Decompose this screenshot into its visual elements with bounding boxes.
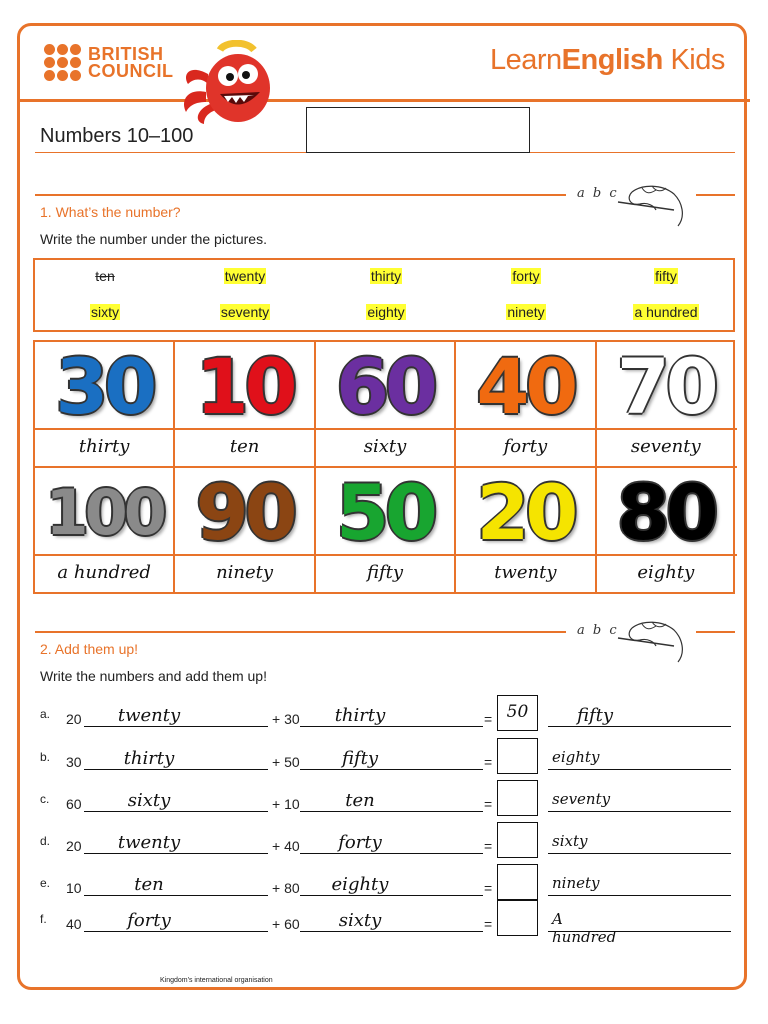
sum-word-answer[interactable]: ninety (552, 874, 600, 892)
question-letter: f. (40, 912, 47, 926)
section2-rule-right (696, 631, 735, 633)
answer-cell[interactable] (175, 556, 315, 594)
sum-word-line (548, 726, 731, 727)
number-picture-cell (175, 342, 315, 430)
second-word-answer[interactable]: sixty (338, 910, 382, 931)
number-picture-cell (175, 468, 315, 556)
sum-word-line (548, 853, 731, 854)
header-divider (17, 99, 750, 102)
first-word-line (84, 895, 268, 896)
number-picture-cell (35, 468, 175, 556)
dots-icon (44, 44, 81, 81)
number-picture: 90 (195, 468, 294, 557)
plus-operand: + 10 (272, 796, 300, 812)
first-word-line (84, 853, 268, 854)
word-bank-item: eighty (367, 304, 405, 320)
handwritten-answer: seventy (630, 436, 701, 457)
equals-sign: = (484, 838, 493, 854)
number-picture: 70 (616, 342, 715, 431)
plus-operand: + 40 (272, 838, 300, 854)
number-picture-cell (456, 342, 596, 430)
learnenglish-kids-logo (490, 44, 725, 77)
sum-word-answer[interactable]: seventy (552, 790, 611, 808)
first-word-answer[interactable]: twenty (117, 705, 181, 726)
first-word-answer[interactable]: sixty (127, 790, 171, 811)
handwritten-answer: twenty (494, 562, 557, 583)
second-word-line (300, 769, 483, 770)
number-picture: 60 (336, 342, 434, 431)
second-word-line (300, 931, 483, 932)
first-word-line (84, 811, 268, 812)
answer-box[interactable] (497, 738, 538, 774)
word-bank-item: fifty (655, 268, 677, 284)
question-letter: b. (40, 750, 51, 764)
second-word-answer[interactable]: fifty (341, 748, 379, 769)
first-word-line (84, 931, 268, 932)
page-title: Numbers 10–100 (40, 125, 194, 147)
answer-cell[interactable] (316, 430, 456, 468)
sum-word-answer[interactable]: eighty (552, 748, 600, 766)
number-picture: 80 (616, 468, 715, 557)
word-bank-item: ten (95, 268, 115, 284)
handwritten-answer: ten (229, 436, 260, 457)
first-number: 30 (66, 754, 82, 770)
section1-rule-right (696, 194, 735, 196)
handwritten-answer: thirty (78, 436, 130, 457)
question-letter: a. (40, 707, 51, 721)
second-word-line (300, 811, 483, 812)
word-bank-item: thirty (370, 268, 402, 284)
number-grid (33, 340, 735, 594)
answer-cell[interactable] (175, 430, 315, 468)
answer-cell[interactable] (597, 430, 737, 468)
sum-word-answer[interactable]: fifty (576, 705, 614, 726)
handwritten-answer: eighty (637, 562, 695, 583)
sum-word-line (548, 895, 731, 896)
equals-sign: = (484, 880, 493, 896)
word-bank-item: ninety (507, 304, 545, 320)
equals-sign: = (484, 916, 493, 932)
question-letter: e. (40, 876, 51, 890)
british-council-logo (44, 44, 174, 81)
lek-kids: Kids (662, 44, 725, 76)
question-letter: d. (40, 834, 51, 848)
sum-word-answer[interactable]: A hundred (552, 910, 617, 946)
second-word-line (300, 853, 483, 854)
first-word-answer[interactable]: twenty (117, 832, 181, 853)
section1-abc: a b c (577, 186, 619, 201)
sum-word-line (548, 811, 731, 812)
answer-box[interactable]: 50 (497, 695, 538, 731)
sum-word-line (548, 769, 731, 770)
number-picture: 30 (55, 342, 154, 431)
answer-cell[interactable] (35, 556, 175, 594)
number-picture-cell (456, 468, 596, 556)
word-bank-item: twenty (224, 268, 266, 284)
number-picture-cell (316, 342, 456, 430)
answer-cell[interactable] (456, 556, 596, 594)
footer-text: Kingdom's international organisation (160, 977, 273, 984)
number-picture: 10 (195, 342, 294, 431)
number-picture-cell (316, 468, 456, 556)
first-number: 60 (66, 796, 82, 812)
number-picture-cell (35, 342, 175, 430)
section2-instruction: Write the numbers and add them up! (40, 668, 267, 684)
name-box[interactable] (306, 107, 530, 153)
word-bank-item: a hundred (634, 304, 698, 320)
second-word-answer[interactable]: eighty (331, 874, 389, 895)
first-word-line (84, 769, 268, 770)
equals-sign: = (484, 711, 493, 727)
number-picture-cell (597, 468, 737, 556)
sum-word-answer[interactable]: sixty (552, 832, 588, 850)
answer-cell[interactable] (456, 430, 596, 468)
second-word-line (300, 895, 483, 896)
writing-hand-icon (612, 180, 692, 232)
handwritten-answer: a hundred (57, 562, 151, 583)
section2-rule-left (35, 631, 566, 633)
answer-box[interactable] (497, 780, 538, 816)
plus-operand: + 60 (272, 916, 300, 932)
monster-mascot-icon (176, 40, 280, 126)
writing-hand-icon (612, 616, 692, 668)
number-picture: 40 (476, 342, 575, 431)
plus-operand: + 80 (272, 880, 300, 896)
handwritten-answer: sixty (363, 436, 407, 457)
word-bank-item: sixty (91, 304, 119, 320)
handwritten-answer: ninety (216, 562, 274, 583)
second-word-answer[interactable]: thirty (334, 705, 386, 726)
answer-cell[interactable] (35, 430, 175, 468)
first-word-answer[interactable]: ten (134, 874, 164, 895)
first-number: 20 (66, 838, 82, 854)
section1-rule-left (35, 194, 566, 196)
plus-operand: + 50 (272, 754, 300, 770)
equals-sign: = (484, 796, 493, 812)
section2-abc: a b c (577, 623, 619, 638)
first-number: 40 (66, 916, 82, 932)
question-letter: c. (40, 792, 50, 806)
word-bank-item: forty (512, 268, 540, 284)
number-picture-cell (597, 342, 737, 430)
bc-line2: COUNCIL (88, 60, 174, 81)
section2-heading: 2. Add them up! (40, 641, 139, 657)
first-word-answer[interactable]: forty (127, 910, 171, 931)
number-picture: 100 (45, 476, 163, 549)
first-word-answer[interactable]: thirty (123, 748, 175, 769)
handwritten-answer: forty (503, 436, 548, 457)
second-word-answer[interactable]: ten (345, 790, 375, 811)
number-picture: 50 (336, 468, 434, 557)
first-word-line (84, 726, 268, 727)
first-number: 10 (66, 880, 82, 896)
plus-operand: + 30 (272, 711, 300, 727)
first-number: 20 (66, 711, 82, 727)
answer-box[interactable] (497, 900, 538, 936)
lek-learn: Learn (490, 44, 562, 76)
handwritten-answer: fifty (366, 562, 404, 583)
word-bank (33, 258, 735, 332)
lek-english: English (561, 44, 663, 76)
answer-cell[interactable] (316, 556, 456, 594)
word-bank-item: seventy (220, 304, 270, 320)
bc-line1: BRITISH (88, 43, 164, 64)
equals-sign: = (484, 754, 493, 770)
answer-box[interactable] (497, 822, 538, 858)
number-picture: 20 (476, 468, 575, 557)
answer-box[interactable] (497, 864, 538, 900)
section1-instruction: Write the number under the pictures. (40, 231, 267, 247)
answer-cell[interactable] (597, 556, 737, 594)
section1-heading: 1. What’s the number? (40, 204, 181, 220)
second-word-line (300, 726, 483, 727)
second-word-answer[interactable]: forty (338, 832, 382, 853)
